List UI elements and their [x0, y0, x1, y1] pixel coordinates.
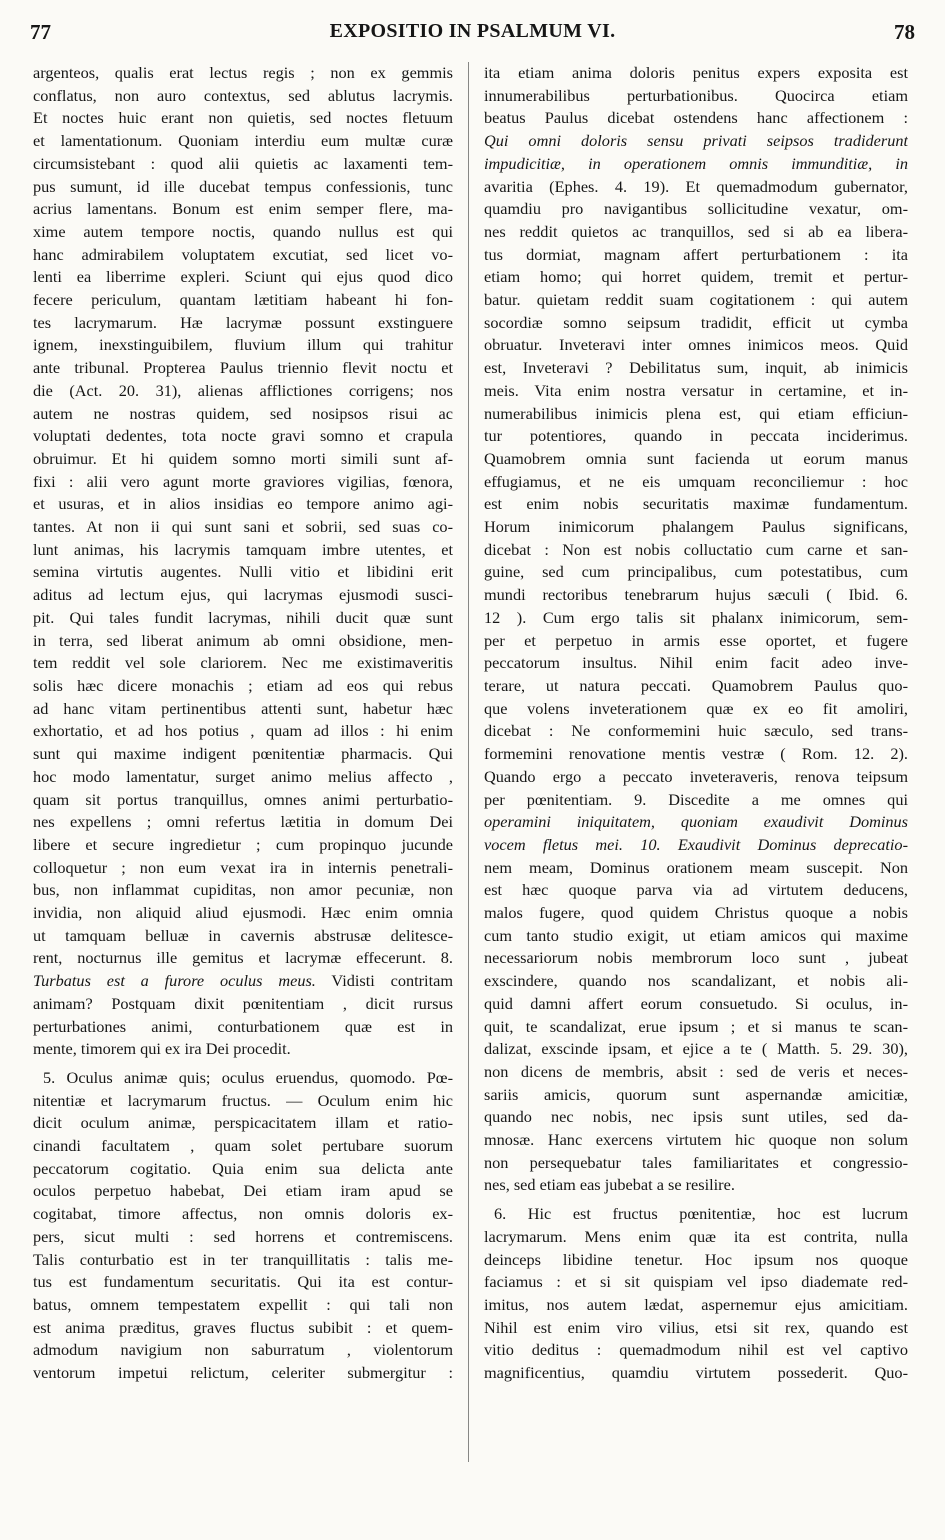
text-line: quando nec nobis, nec ipsis sunt utiles, sed da- [484, 1107, 908, 1127]
text-line: meis. Vita enim nostra versatur in certamine, et in- [484, 380, 908, 400]
text-line: et usuras, et in alios insidias eo tempore animo agi- [33, 494, 453, 514]
text-line: beatus Paulus dicebat ostendens hanc affectionem : [484, 108, 908, 128]
text-line: nes expellens ; omni refertus lætitia in domum Dei [33, 812, 453, 832]
text-line: autem ne nostras quidem, sed nosipsos risui ac [33, 403, 453, 423]
text-line: lenti ea liberrime expleri. Sciunt qui ejus quod dico [33, 267, 453, 287]
text-line: peccatorum cogitatio. Quia enim sua delicta ante [33, 1158, 453, 1178]
text-line: dicebat : Non est nobis colluctatio cum carne et san- [484, 539, 908, 559]
text-line: socordiæ somno seipsum tradidit, efficit ut cymba [484, 312, 908, 332]
text-line: Nihil est enim viro vilius, etsi sit rex, quando est [484, 1317, 908, 1337]
text-line: rent, nocturnus ille gemitus et lacrymæ effecerunt. 8. [33, 948, 453, 968]
text-line: 5. Oculus animæ quis; oculus eruendus, quomodo. Pœ- [43, 1067, 453, 1087]
text-line: lacrymarum. Mens enim quæ ita est contrita, nulla [484, 1226, 908, 1246]
text-line: terare, ut natura peccati. Quamobrem Paulus quo- [484, 675, 908, 695]
text-line: semina virtutis augentes. Nulli vitio et libidini erit [33, 562, 453, 582]
text-line: non persequebatur tales familiaritates et congressio- [484, 1152, 908, 1172]
text-line: pit. Qui tales fundit lacrymas, nihili ducit quæ sunt [33, 607, 453, 627]
text-line: mnosæ. Hanc exercens virtutem hic quoque non solum [484, 1130, 908, 1150]
text-line: nem meam, Dominus orationem meam suscepit. Non [484, 857, 908, 877]
text-line: ventorum impetui relictum, celeriter submergitur : [33, 1363, 453, 1383]
text-line: non dicens de membris, absit : sed de veris et neces- [484, 1061, 908, 1081]
text-line: 12 ). Cum ergo talis sit phalanx inimicorum, sem- [484, 607, 908, 627]
text-line: et lamentationum. Quoniam interdiu eum multæ curæ [33, 131, 453, 151]
text-line: dicit oculum animæ, perspicacitatem illam et ratio- [33, 1113, 453, 1133]
text-line: pus sumunt, id ille ducebat tempus confessionis, tunc [33, 176, 453, 196]
text-line: vocem fletus mei. 10. Exaudivit Dominus deprecatio- [484, 834, 908, 854]
text-line: fixi : alii vero agunt morte graviores vigilias, fœnora, [33, 471, 453, 491]
text-line: aditus ad lectum ejus, qui lacrymas ejusmodi susci- [33, 585, 453, 605]
page-number-right: 78 [894, 20, 915, 44]
text-line: guine, sed cum principalibus, cum potestatibus, cum [484, 562, 908, 582]
text-line: 6. Hic est fructus pœnitentiæ, hoc est lucrum [494, 1204, 908, 1224]
text-line: obruimur. Et hi quidem somno morti simili sunt af- [33, 448, 453, 468]
text-line: innumerabilibus perturbationibus. Quocirca etiam [484, 85, 908, 105]
text-line: Talis conturbatio est in ter tranquillitatis : talis me- [33, 1249, 453, 1269]
running-title: EXPOSITIO IN PSALMUM VI. [329, 20, 616, 42]
text-line: invidia, non aliquid aliud ejusmodi. Hæc enim omnia [33, 903, 453, 923]
text-column-right [484, 62, 908, 1462]
text-line: admodum navigium non saburratum , violentorum [33, 1340, 453, 1360]
text-line: hanc admirabilem voluptatem excutiat, sed licet vo- [33, 244, 453, 264]
text-line: sunt qui maxime indigent pœnitentiæ pharmacis. Qui [33, 744, 453, 764]
text-line: hoc modo lamentatur, surget animo melius affecto , [33, 766, 453, 786]
text-line: nes, sed etiam eas jubebat a se resilire. [484, 1175, 735, 1195]
text-line: animam? Postquam dixit pœnitentiam , dicit rursus [33, 993, 453, 1013]
text-line: ita etiam anima doloris penitus expers exposita est [484, 63, 908, 82]
text-line: circumsistebant : quod alii quietis ac laxamenti tem- [33, 153, 453, 173]
text-line: est, Inveteravi ? Debilitatus sum, inquit, ab inimicis [484, 358, 908, 378]
text-line: lunt animas, his lacrymis tamquam imbre utentes, et [33, 539, 453, 559]
page-header [30, 20, 915, 54]
text-line: magnificentius, quamdiu virtutem possederit. Quo- [484, 1363, 908, 1383]
text-line: in terra, sed liberat animum ab omni obsidione, men- [33, 630, 453, 650]
text-line: mente, timorem qui ex ira Dei procedit. [33, 1039, 291, 1059]
text-line: dalizat, exscinde ipsam, et ejice a te ( Matth. 5. 29. 30), [484, 1039, 908, 1059]
text-line: tur potentiores, quando in peccata inciderimus. [484, 426, 908, 446]
text-line: impudicitiæ, in operationem omnis immunditiæ, in [484, 153, 908, 173]
text-line: oculos perpetuo habebat, Dei etiam iram apud se [33, 1181, 453, 1201]
text-line: voluptati dedentes, tota nocte gravi somno et crapula [33, 426, 453, 446]
text-line: xime autem tempore noctis, quando nullus est qui [33, 221, 453, 241]
text-line: acrius lamentans. Bonum est enim semper flere, ma- [33, 199, 453, 219]
text-line: faciamus : et si sit quispiam vel ipso diademate red- [484, 1272, 908, 1292]
text-line: deinceps libidine tenetur. Hoc ipsum nos quoque [484, 1249, 908, 1269]
text-line: necessariorum nobis membrorum loco sunt , jubeat [484, 948, 908, 968]
text-line: operamini iniquitatem, quoniam exaudivit Dominus [484, 812, 908, 832]
text-line: est anima præditus, graves fluctus subibit : et quem- [33, 1317, 453, 1337]
text-line: Quando ergo a peccato inveteraveris, renova teipsum [484, 766, 908, 786]
page-number-left: 77 [30, 20, 51, 44]
text-line: batur. quietam reddit suam cogitationem : qui autem [484, 290, 908, 310]
text-line: Quamobrem omnia sunt facienda ut eorum manus [484, 448, 908, 468]
text-line: effugiamus, et ne eis umquam reconciliemur : hoc [484, 471, 908, 491]
text-line: solis hæc dicere monachis ; etiam ad eos qui rebus [33, 675, 453, 695]
text-line: obruatur. Inveteravi inter omnes inimicos meos. Quid [484, 335, 908, 355]
text-line: tem reddit vel sole clariorem. Nec me existimaveritis [33, 653, 453, 673]
text-line: fecere periculum, quantam lætitiam habeant hi fon- [33, 290, 453, 310]
text-line: conflatus, non auro contextus, sed ablutus lacrymis. [33, 85, 453, 105]
text-line: etiam homo; qui horret quidem, tremit et pertur- [484, 267, 908, 287]
text-line: tus dormiat, magnam affert perturbationem : ita [484, 244, 908, 264]
text-line: ad hanc vitam pertinentibus attenti sunt, habetur hæc [33, 698, 453, 718]
text-line: exscindere, quando nos scandalizant, et nobis ali- [484, 971, 908, 991]
text-line: numerabilibus inimicis plena est, qui etiam efficiun- [484, 403, 908, 423]
text-line: nitentiæ et lacrymarum fructus. — Oculum enim hic [33, 1090, 453, 1110]
text-line: tes lacrymarum. Hæ lacrymæ possunt exstinguere [33, 312, 453, 332]
text-line: est hæc quoque parva via ad virtutem deducens, [484, 880, 908, 900]
text-line: quamdiu pro navigantibus sollicitudine vexatur, om- [484, 199, 908, 219]
text-line: Qui omni doloris sensu privati seipsos tradiderunt [484, 131, 908, 151]
text-line: malos fugere, quod quidem Christus quoque a nobis [484, 903, 908, 923]
text-column-left [33, 62, 453, 1462]
text-line: cum tanto studio exigit, ut etiam amicos qui maxime [484, 925, 908, 945]
text-line: libere et secure ingredietur ; cum propinquo jucunde [33, 834, 453, 854]
text-line: mundi rectoribus tenebrarum hujus sæculi ( Ibid. 6. [484, 585, 908, 605]
text-line: per pœnitentiam. 9. Discedite a me omnes qui [484, 789, 908, 809]
text-line: ignem, inexstinguibilem, fluvium illum qui trahitur [33, 335, 453, 355]
text-line: peccatorum insultus. Nihil enim facit adeo inve- [484, 653, 908, 673]
text-line: imitus, nos autem lædat, aspernemur ejus amicitiam. [484, 1294, 908, 1314]
text-line: perturbationes animi, conturbationem quæ est in [33, 1016, 453, 1036]
text-line: nes reddit quietos ac tranquillos, sed si ab ea libera- [484, 221, 908, 241]
text-line: quid damni affert eorum consuetudo. Si oculus, in- [484, 993, 908, 1013]
text-line: dicebat : Ne conformemini huic sæculo, sed trans- [484, 721, 908, 741]
text-line: ante tribunal. Propterea Paulus triennio flevit noctu et [33, 358, 453, 378]
text-line: Turbatus est a furore oculus meus. Vidisti contritam [33, 971, 453, 991]
text-line: ut tamquam belluæ in cavernis abstrusæ delitesce- [33, 925, 453, 945]
text-line: per et perpetuo in armis esse oportet, et fugere [484, 630, 908, 650]
text-line: avaritia (Ephes. 4. 19). Et quemadmodum gubernator, [484, 176, 908, 196]
text-line: bus, non inflammat cupiditas, non amor pecuniæ, non [33, 880, 453, 900]
text-line: batus, omnem tempestatem expellit : qui tali non [33, 1294, 453, 1314]
text-line: quam sit portus tranquillus, omnes animi perturbatio- [33, 789, 453, 809]
text-line: cogitabat, timore affectus, non omnis doloris ex- [33, 1204, 453, 1224]
text-line: argenteos, qualis erat lectus regis ; non ex gemmis [33, 63, 453, 82]
text-line: die (Act. 20. 31), alienas afflictiones corrigens; nos [33, 380, 453, 400]
text-line: sariis amicis, quorum sunt aspernandæ amicitiæ, [484, 1084, 908, 1104]
text-line: tantes. At non ii qui sunt sani et sobrii, sed suas co- [33, 517, 453, 537]
text-line: que volens inveterationem quæ ex eo fit amoliri, [484, 698, 908, 718]
text-line: est enim nobis securitatis maximæ fundamentum. [484, 494, 908, 514]
text-line: pers, sicut multi : sed horrens et contremiscens. [33, 1226, 453, 1246]
text-line: tus est fundamentum securitatis. Qui ita est contur- [33, 1272, 453, 1292]
text-line: cinandi facultatem , quam solet pertubare suorum [33, 1136, 453, 1156]
text-line: Et noctes huic erant non quietis, sed noctes fletuum [33, 108, 453, 128]
text-line: colloquetur ; non eum vexat ira in internis penetrali- [33, 857, 453, 877]
column-divider [468, 62, 469, 1462]
text-line: vitio deditus : quemadmodum nihil est vel captivo [484, 1340, 908, 1360]
text-line: quit, te scandalizat, erue ipsum ; et si manus te scan- [484, 1016, 908, 1036]
text-line: formemini renovatione mentis vestræ ( Rom. 12. 2). [484, 744, 908, 764]
text-line: exhortatio, et ad hos potius , quam ad illos : hi enim [33, 721, 453, 741]
text-line: Horum inimicorum phalangem Paulus significans, [484, 517, 908, 537]
